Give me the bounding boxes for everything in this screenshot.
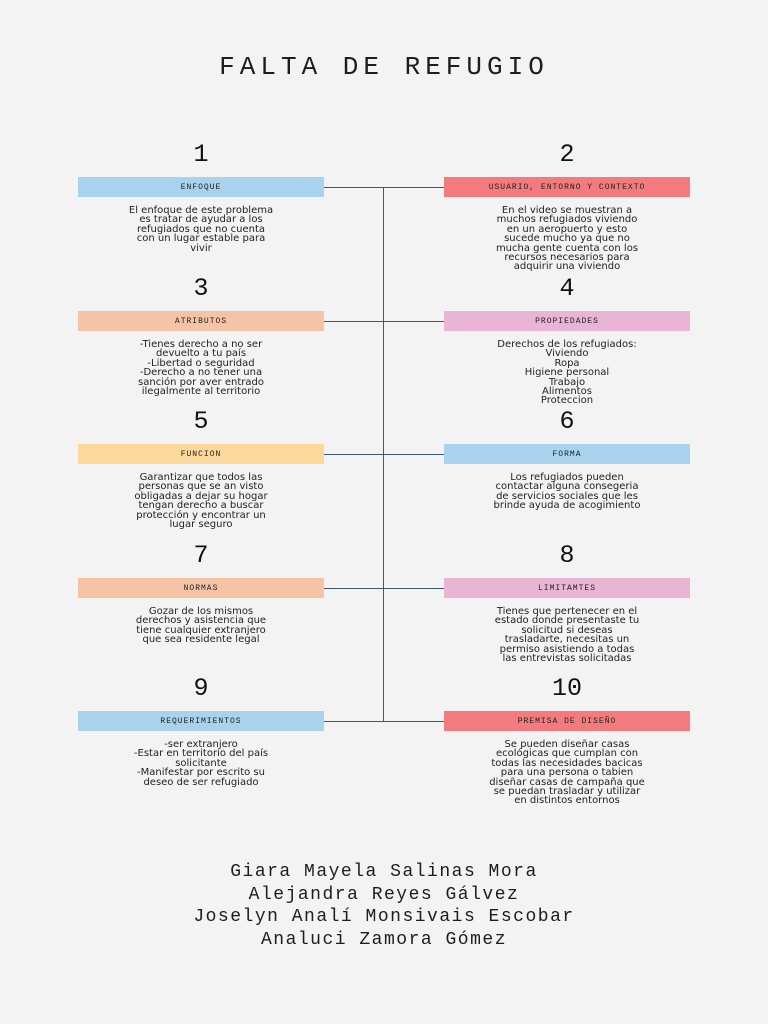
item-description: Derechos de los refugiados: Viviendo Ropa Higiene personal Trabajo Alimentos Proteccion	[497, 339, 637, 407]
item-number: 9	[193, 674, 209, 703]
item-description: Se pueden diseñar casas ecológicas que cumplan con todas las necesidades bacicas para una persona o tabien diseñar casas de campaña que se puedan trasladar y utilizar en distintos entornos	[489, 739, 645, 807]
page-title: FALTA DE REFUGIO	[219, 52, 549, 82]
connector-branch-line	[324, 588, 383, 589]
item-description: -ser extranjero -Estar en territorio del país solicitante -Manifestar por escrito su deseo de ser refugiado	[133, 739, 269, 788]
item-number: 7	[193, 541, 209, 570]
item-label-bar: PREMISA DE DISEÑO	[444, 711, 690, 731]
item-number: 4	[559, 274, 575, 303]
item-number: 10	[551, 674, 582, 703]
item-label-bar: NORMAS	[78, 578, 324, 598]
item-description: -Tienes derecho a no ser devuelto a tu país -Libertad o seguridad -Derecho a no tener una sanción por aver entrado ilegalmente al territorio	[138, 339, 264, 398]
connector-branch-line	[384, 454, 444, 455]
item-description: Gozar de los mismos derechos y asistencia que tiene cualquier extranjero que sea residente legal	[135, 606, 267, 646]
item-number: 5	[193, 407, 209, 436]
item-description: El enfoque de este problema es tratar de ayudar a los refugiados que no cuenta con un lugar estable para vivir	[128, 205, 274, 254]
item-description: Los refugiados pueden contactar alguna consegeria de servicios sociales que les brinde ayuda de acogimiento	[493, 472, 641, 512]
item-label-bar: FORMA	[444, 444, 690, 464]
item-number: 3	[193, 274, 209, 303]
connector-branch-line	[324, 321, 383, 322]
item-number: 8	[559, 541, 575, 570]
item-number: 2	[559, 140, 575, 169]
connector-branch-line	[324, 721, 383, 722]
author-name: Alejandra Reyes Gálvez	[248, 884, 520, 905]
author-name: Analuci Zamora Gómez	[260, 929, 508, 950]
connector-branch-line	[324, 454, 383, 455]
item-label-bar: FUNCION	[78, 444, 324, 464]
item-description: Tienes que pertenecer en el estado donde presentaste tu solicitud si deseas trasladarte, necesitas un permiso asistiendo a todas las entrevistas solicitadas	[494, 606, 640, 665]
authors-list	[0, 861, 768, 951]
author-name: Joselyn Analí Monsivais Escobar	[193, 907, 575, 927]
item-label-bar: ENFOQUE	[78, 177, 324, 197]
author-name: Giara Mayela Salinas Mora	[230, 862, 538, 882]
connector-branch-line	[384, 721, 444, 722]
item-label-bar: USUARIO, ENTORNO Y CONTEXTO	[444, 177, 690, 197]
item-number: 6	[559, 407, 575, 436]
connector-branch-line	[384, 588, 444, 589]
item-number: 1	[193, 140, 209, 169]
item-description: Garantizar que todos las personas que se an visto obligadas a dejar su hogar tengan derecho a buscar protección y encontrar un lugar seguro	[134, 472, 268, 531]
item-label-bar: PROPIEDADES	[444, 311, 690, 331]
connector-branch-line	[384, 321, 444, 322]
connector-branch-line	[384, 187, 444, 188]
item-label-bar: ATRIBUTOS	[78, 311, 324, 331]
item-label-bar: LIMITAMTES	[444, 578, 690, 598]
item-description: En el video se muestran a muchos refugiados viviendo en un aeropuerto y esto sucede mucho ya que no mucha gente cuenta con los recursos necesarios para adquirir una viviendo	[495, 205, 639, 273]
connector-branch-line	[324, 187, 383, 188]
item-label-bar: REQUERIMIENTOS	[78, 711, 324, 731]
